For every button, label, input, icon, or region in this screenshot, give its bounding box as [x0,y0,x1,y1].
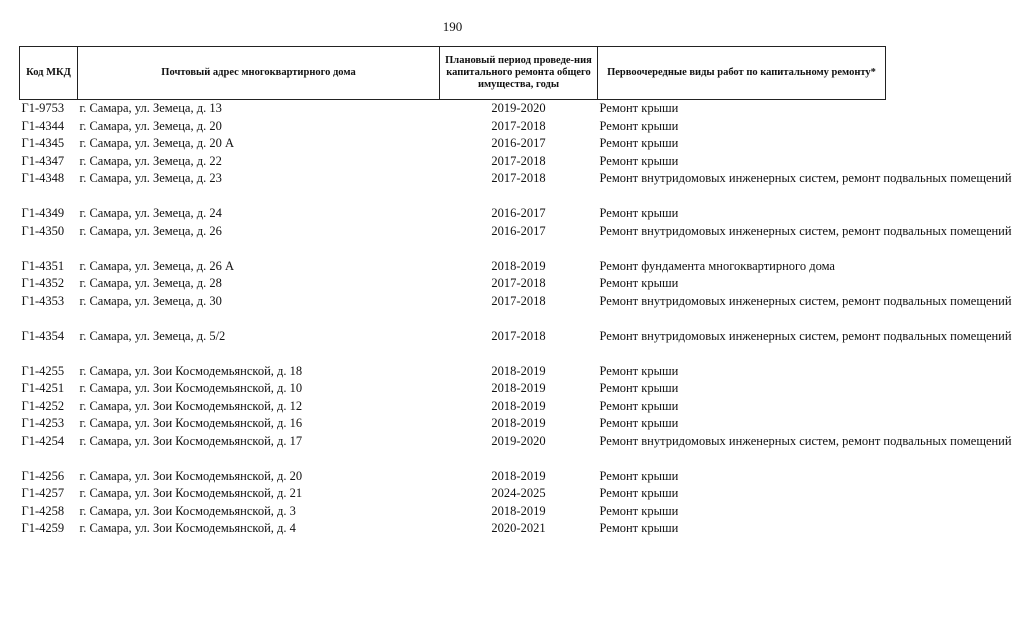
header-period: Плановый период проведе-ния капитального ремонта общего имущества, годы [440,47,598,100]
cell-address: г. Самара, ул. Зои Космодемьянской, д. 20 [79,468,303,483]
cell-address: г. Самара, ул. Земеца, д. 20 [79,118,222,133]
cell-works: Ремонт внутридомовых инженерных систем, ремонт подвальных помещений [599,328,1012,343]
cell-address: г. Самара, ул. Земеца, д. 30 [79,293,222,308]
table-row [20,100,886,118]
cell-works: Ремонт внутридомовых инженерных систем, ремонт подвальных помещений [599,223,1012,238]
cell-period: 2017-2018 [491,276,546,290]
capital-repair-table [19,46,1012,538]
cell-code: Г1-4350 [21,223,65,238]
cell-address: г. Самара, ул. Зои Космодемьянской, д. 17 [79,433,303,448]
cell-address: г. Самара, ул. Земеца, д. 26 А [79,258,234,273]
cell-period: 2019-2020 [491,101,546,115]
cell-address: г. Самара, ул. Земеца, д. 22 [79,153,222,168]
cell-works: Ремонт фундамента многоквартирного дома [599,258,835,273]
cell-address: г. Самара, ул. Земеца, д. 26 [79,223,222,238]
cell-address: г. Самара, ул. Зои Космодемьянской, д. 3 [79,503,296,518]
cell-code: Г1-9753 [21,101,65,115]
cell-code: Г1-4344 [21,118,65,133]
cell-period: 2017-2018 [491,118,546,133]
cell-code: Г1-4257 [21,486,65,500]
cell-works: Ремонт крыши [599,118,679,133]
page-number: 190 [442,19,463,34]
cell-address: г. Самара, ул. Земеца, д. 13 [79,101,222,115]
table-row [20,468,886,486]
cell-period: 2018-2019 [491,503,546,518]
cell-code: Г1-4352 [21,276,65,290]
cell-code: Г1-4349 [21,206,65,220]
table-row [20,170,886,205]
cell-works: Ремонт крыши [599,276,679,290]
table-row [20,135,886,153]
table-row [20,485,886,503]
cell-period: 2018-2019 [491,381,546,395]
cell-works: Ремонт крыши [599,101,679,115]
cell-period: 2016-2017 [491,206,546,220]
table-row [20,433,886,468]
cell-address: г. Самара, ул. Земеца, д. 5/2 [79,328,226,343]
cell-code: Г1-4254 [21,433,65,448]
cell-period: 2018-2019 [491,258,546,273]
cell-period: 2017-2018 [491,153,546,168]
cell-works: Ремонт внутридомовых инженерных систем, ремонт подвальных помещений [599,171,1012,185]
cell-address: г. Самара, ул. Зои Космодемьянской, д. 12 [79,398,303,413]
cell-works: Ремонт внутридомовых инженерных систем, ремонт подвальных помещений [599,293,1012,308]
cell-works: Ремонт крыши [599,416,679,430]
cell-works: Ремонт внутридомовых инженерных систем, ремонт подвальных помещений [599,433,1012,448]
cell-works: Ремонт крыши [599,206,679,220]
cell-works: Ремонт крыши [599,503,679,518]
cell-address: г. Самара, ул. Земеца, д. 23 [79,171,222,185]
cell-code: Г1-4259 [21,521,65,535]
table-row [20,275,886,293]
table-row [20,118,886,136]
table-row [20,520,886,538]
table-row [20,205,886,223]
header-works: Первоочередные виды работ по капитальному ремонту* [598,47,886,100]
cell-period: 2016-2017 [491,223,546,238]
cell-code: Г1-4255 [21,363,65,378]
cell-works: Ремонт крыши [599,398,679,413]
cell-period: 2018-2019 [491,468,546,483]
header-row [20,47,886,100]
cell-code: Г1-4347 [21,153,65,168]
cell-code: Г1-4251 [21,381,65,395]
cell-period: 2024-2025 [491,486,546,500]
cell-code: Г1-4252 [21,398,65,413]
cell-works: Ремонт крыши [599,363,679,378]
cell-period: 2016-2017 [491,136,546,150]
cell-address: г. Самара, ул. Земеца, д. 28 [79,276,222,290]
cell-period: 2018-2019 [491,398,546,413]
cell-code: Г1-4353 [21,293,65,308]
cell-period: 2020-2021 [491,521,546,535]
table-row [20,363,886,381]
table-row [20,503,886,521]
table-row [20,258,886,276]
header-code: Код МКД [20,47,78,100]
cell-address: г. Самара, ул. Земеца, д. 20 А [79,136,234,150]
table-row [20,223,886,258]
cell-code: Г1-4354 [21,328,65,343]
cell-works: Ремонт крыши [599,153,679,168]
cell-code: Г1-4258 [21,503,65,518]
table-row [20,398,886,416]
table-row [20,153,886,171]
cell-code: Г1-4348 [21,171,65,185]
cell-address: г. Самара, ул. Зои Космодемьянской, д. 21 [79,486,303,500]
header-address: Почтовый адрес многоквартирного дома [78,47,440,100]
cell-address: г. Самара, ул. Зои Космодемьянской, д. 18 [79,363,303,378]
table-header [20,47,886,100]
cell-works: Ремонт крыши [599,136,679,150]
cell-period: 2019-2020 [491,433,546,448]
table-row [20,415,886,433]
cell-period: 2017-2018 [491,293,546,308]
cell-works: Ремонт крыши [599,521,679,535]
cell-address: г. Самара, ул. Зои Космодемьянской, д. 4 [79,521,296,535]
table-row [20,380,886,398]
cell-works: Ремонт крыши [599,486,679,500]
cell-period: 2018-2019 [491,416,546,430]
cell-address: г. Самара, ул. Зои Космодемьянской, д. 16 [79,416,303,430]
cell-code: Г1-4256 [21,468,65,483]
cell-address: г. Самара, ул. Земеца, д. 24 [79,206,222,220]
cell-works: Ремонт крыши [599,381,679,395]
cell-code: Г1-4345 [21,136,65,150]
cell-code: Г1-4253 [21,416,65,430]
table-body [20,100,1012,538]
cell-code: Г1-4351 [21,258,65,273]
cell-address: г. Самара, ул. Зои Космодемьянской, д. 10 [79,381,303,395]
cell-period: 2017-2018 [491,328,546,343]
cell-period: 2018-2019 [491,363,546,378]
table-row [20,293,886,328]
cell-works: Ремонт крыши [599,468,679,483]
cell-period: 2017-2018 [491,171,546,185]
table-row [20,328,886,363]
